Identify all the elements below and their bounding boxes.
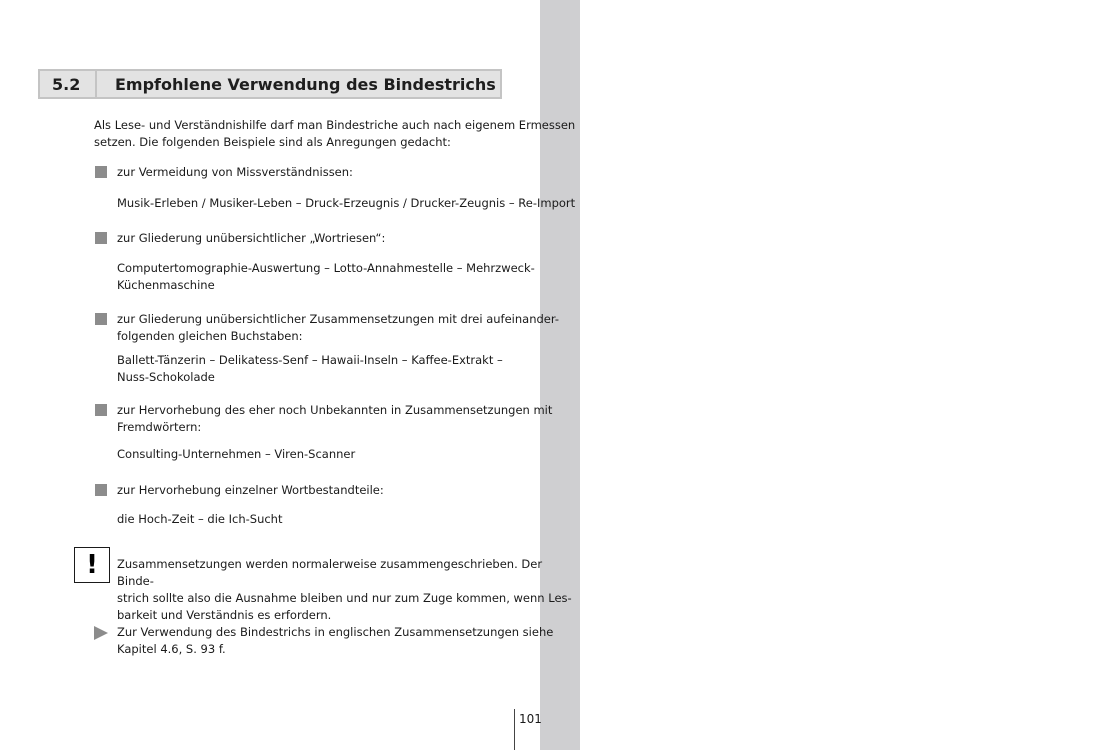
- intro-line: setzen. Die folgenden Beispiele sind als Anregungen gedacht:: [94, 135, 451, 149]
- item-label: [117, 164, 353, 181]
- item-label-line: zur Hervorhebung des eher noch Unbekannten in Zusammensetzungen mit: [117, 403, 553, 417]
- item-label-line: Fremdwörtern:: [117, 420, 202, 434]
- item-example: [117, 260, 535, 294]
- bullet-square-icon: [95, 313, 107, 325]
- page-number: 101: [519, 712, 542, 726]
- item-example-line: Computertomographie-Auswertung – Lotto-Annahmestelle – Mehrzweck-: [117, 261, 535, 275]
- section-title: Empfohlene Verwendung des Bindestrichs: [115, 74, 496, 94]
- cross-reference[interactable]: [117, 624, 553, 658]
- bullet-square-icon: [95, 484, 107, 496]
- reference-line: Kapitel 4.6, S. 93 f.: [117, 642, 226, 656]
- note-line: barkeit und Verständnis es erfordern.: [117, 608, 332, 622]
- item-example-line: Nuss-Schokolade: [117, 370, 215, 384]
- item-example: [117, 446, 355, 463]
- item-example: [117, 511, 282, 528]
- note-line: strich sollte also die Ausnahme bleiben und nur zum Zuge kommen, wenn Les-: [117, 591, 572, 605]
- item-label: [117, 402, 552, 436]
- section-number: 5.2: [40, 71, 97, 97]
- bullet-square-icon: [95, 404, 107, 416]
- note-paragraph: [117, 556, 580, 624]
- arrow-right-icon: [94, 626, 108, 640]
- exclamation-symbol: !: [86, 550, 98, 580]
- item-label: [117, 482, 384, 499]
- item-label: [117, 311, 559, 345]
- item-example-line: Musik-Erleben / Musiker-Leben – Druck-Erzeugnis / Drucker-Zeugnis – Re-Import: [117, 196, 576, 210]
- intro-line: Als Lese- und Verständnishilfe darf man Bindestriche auch nach eigenem Ermessen: [94, 118, 576, 132]
- item-label-line: zur Gliederung unübersichtlicher „Wortriesen“:: [117, 231, 386, 245]
- page-number-rule: [514, 709, 515, 750]
- item-example-line: die Hoch-Zeit – die Ich-Sucht: [117, 512, 283, 526]
- section-heading: [38, 69, 502, 99]
- bullet-square-icon: [95, 232, 107, 244]
- item-label-line: zur Gliederung unübersichtlicher Zusammensetzungen mit drei aufeinander-: [117, 312, 559, 326]
- item-example-line: Consulting-Unternehmen – Viren-Scanner: [117, 447, 356, 461]
- item-label-line: folgenden gleichen Buchstaben:: [117, 329, 303, 343]
- item-example-line: Ballett-Tänzerin – Delikatess-Senf – Hawaii-Inseln – Kaffee-Extrakt –: [117, 353, 503, 367]
- item-label: [117, 230, 385, 247]
- alphabet-tab-letters: abcdefghijklmnopqrstuvwxyz: [1080, 95, 1120, 591]
- reference-line: Zur Verwendung des Bindestrichs in englischen Zusammensetzungen siehe: [117, 625, 554, 639]
- bullet-square-icon: [95, 166, 107, 178]
- item-label-line: zur Vermeidung von Missverständnissen:: [117, 165, 353, 179]
- item-example-line: Küchenmaschine: [117, 278, 215, 292]
- intro-paragraph: [94, 117, 575, 151]
- item-example: [117, 195, 575, 212]
- item-label-line: zur Hervorhebung einzelner Wortbestandteile:: [117, 483, 384, 497]
- item-example: [117, 352, 503, 386]
- exclamation-icon: [74, 547, 110, 583]
- note-line: Zusammensetzungen werden normalerweise zusammengeschrieben. Der Binde-: [117, 557, 543, 588]
